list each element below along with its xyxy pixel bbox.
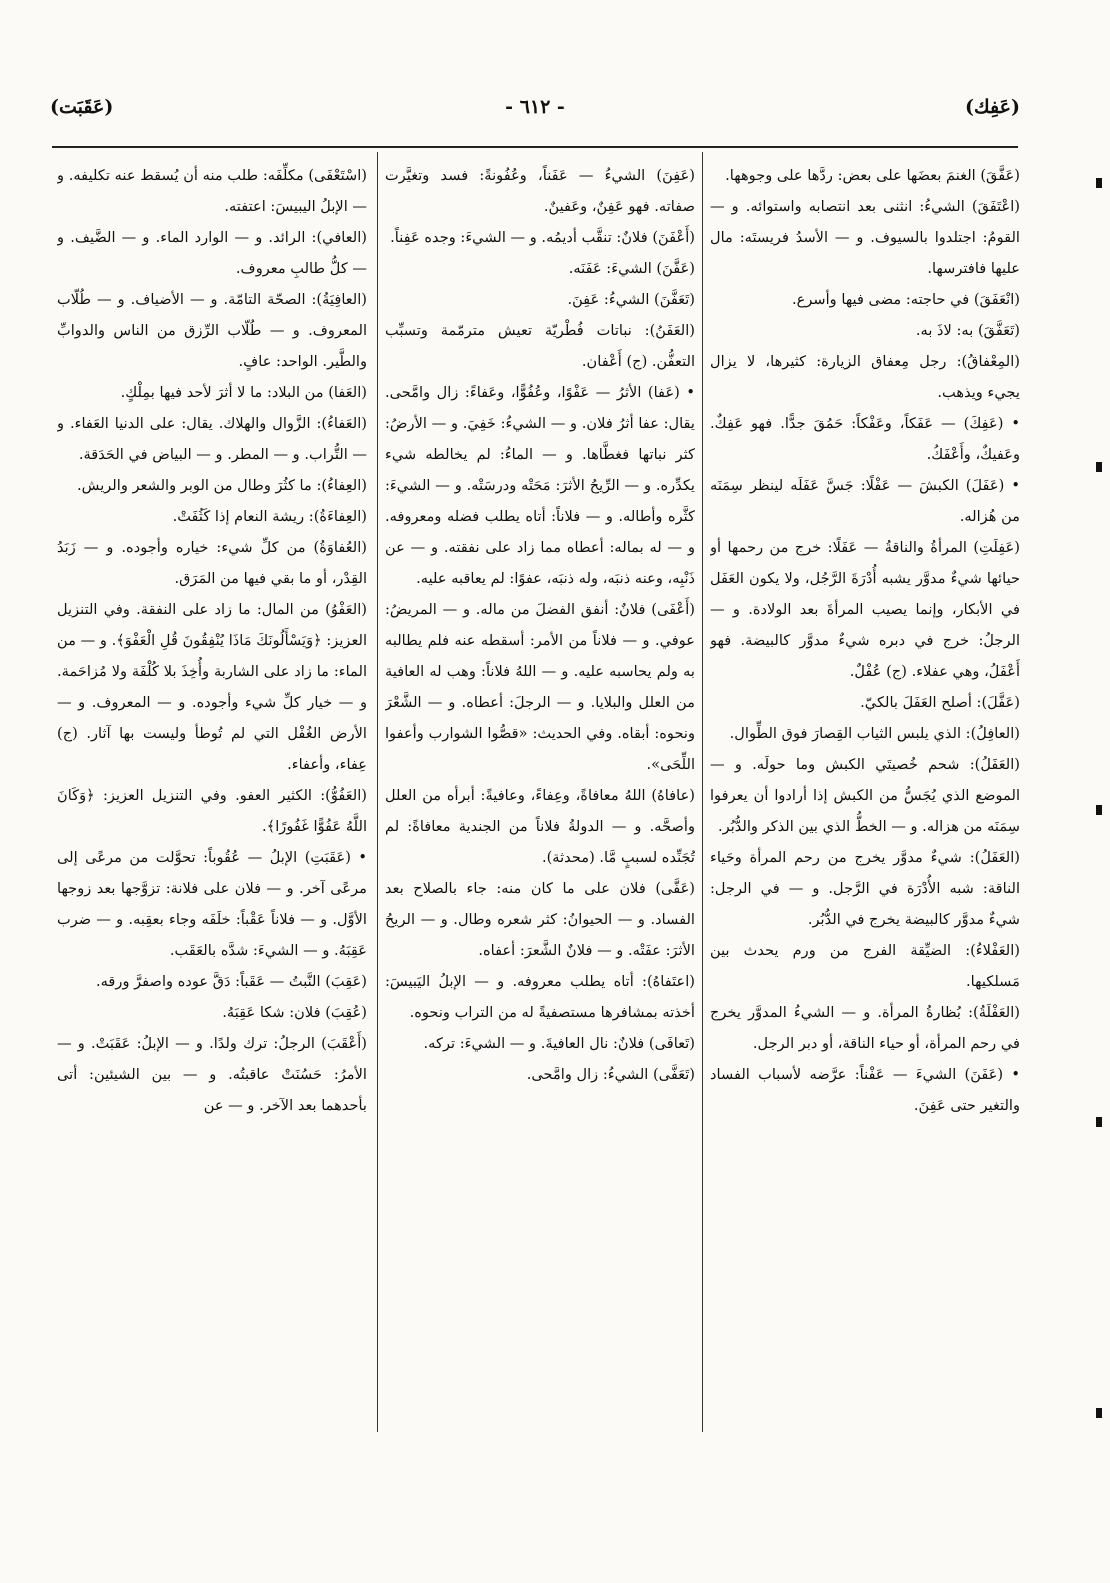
entry: • (عَفَنَ) الشيءَ — عَفْناً: عرَّضه لأسباب الفساد والتغير حتى عَفِنَ. [710,1066,1020,1114]
column-divider-right [702,152,703,1432]
entry: (العِفاءَةُ): ريشة النعام إذا كَثُفَتْ. [172,508,367,525]
entry: (اسْتَعْفَى) مكلِّفَه: طلب منه أن يُسقط عنه تكليفه. و — الإبلُ اليبيسَ: اعتفته. [57,167,367,215]
entry: (أَعْقَبَ) الرجلُ: ترك ولدًا. و — الإبلُ: عَقَبَتْ. و — الأمرُ: حَسُنَتْ عاقبتُه. و — بين الشيئين: أتى بأحدهما بعد الآخر. و — عن [57,1035,367,1114]
column-right [710,160,1020,1430]
entry: (العَفُوُّ): الكثير العفو. وفي التنزيل العزيز: ﴿وَكَانَ اللَّهُ عَفُوًّا غَفُورًا﴾. [57,787,367,835]
entry: (العافي): الرائد. و — الوارد الماء. و — الضَّيف. و — كلُّ طالبِ معروف. [57,229,367,277]
entry: (العافِيَةُ): الصحّة التامّة. و — الأضياف. و — طُلّاب المعروف. و — طُلّاب الرِّزق من الناس والدوابِّ والطَّير. الواحد: عافٍ. [57,291,367,370]
header-right-word: (عَفِك) [965,96,1020,118]
entry: (عافاهُ) اللهُ معافاةً، وعِفاءً، وعافيةً: أبرأه من العلل وأصحَّه. و — الدولةُ فلاناً من الجندية معافاةً: لم تُجَنِّده لسببٍ مَّا. (محدثة). [385,787,695,866]
scan-edge-mark [1096,1117,1102,1127]
page-number: - ٦١٢ - [505,96,565,118]
entry: • (عَقَبَتِ) الإبلُ — عُقُوباً: تحوَّلت من مرعًى إلى مرعًى آخر. و — فلان على فلانة: تزوَّجها بعد زوجها الأوَّل. و — فلاناً عَقْباً: خلَفَه وجاء بعقِبه. و — ضرب عَقِبَهُ. و — الشيءَ: شدَّه بالعَقَب. [57,849,367,959]
scan-edge-mark [1096,178,1102,188]
entry: (عَفَّى) فلان على ما كان منه: جاء بالصلاح بعد الفساد. و — الحيوانُ: كثر شعره وطال. و — الريحُ الأثرَ: عفَتْه. و — فلانٌ الشَّعرَ: أعفاه. [385,880,695,959]
entry: (اعتَفاهُ): أتاه يطلب معروفه. و — الإبلُ اليَبيسَ: أخذته بمشافرها مستصفيةً له من التراب ونحوه. [385,973,695,1021]
entry: (عَفِنَ) الشيءُ — عَفَناً، وعُفُونةً: فسد وتغيَّرت صفاته. فهو عَفِنٌ، وعَفينٌ. [385,167,695,215]
entry: (العَفْلَةُ): بُظارةُ المرأة. و — الشيءُ المدوَّر يخرج في رحم المرأة، أو حياء الناقة، أو دبر الرجل. [710,1004,1020,1052]
entry: • (عَفا) الأثرُ — عَفْوًا، وعُفُوًّا، وعَفاءً: زال وامَّحى. يقال: عفا أثرُ فلان. و — الشيءُ: خَفِيَ. و — الأرضُ: كثر نباتها فغطَّاها. و — الماءُ: لم يخالطه شيء يكدِّره. و — الرِّيحُ الأثرَ: مَحَتْه ودرسَتْه. و — الشيءَ: كثَّره وأطاله. و — فلاناً: أتاه يطلب فضله ومعروفه. و — له بماله: أعطاه مما زاد على نفقته. و — عن ذَنْبِه، وعنه ذنبَه، وله ذنبَه، عفوًا: لم يعاقبه عليه. [385,384,695,587]
entry: (العَفْوُ) من المال: ما زاد على النفقة. وفي التنزيل العزيز: ﴿وَيَسْأَلُونَكَ مَاذَا يُنْفِقُونَ قُلِ الْعَفْوَ﴾. و — من الماء: ما زاد على الشاربة وأُخِذَ بلا كُلْفَة ولا مُزاحَمة. و — خيار كلِّ شيء وأجوده. و — المعروف. و — الأرض الغُفْل التي لم تُوطأ وليست بها آثار. (ج) عِفاء، وأعفاء. [57,601,367,773]
entry: (انْعَفَقَ) في حاجته: مضى فيها وأسرع. [792,291,1020,308]
entry: (العَفَنُ): نباتات فُطْريّة تعيش مترمّمة وتسبِّب التعفُّن. (ج) أَعْفان. [385,322,695,370]
header-left-word: (عَقَبَت) [50,96,114,118]
entry: (العَفَلُ): شيءٌ مدوَّر يخرج من رحم المرأة وحَياء الناقة: شبه الأُدْرَة في الرَّجل. و — في الرجل: شيءٌ مدوَّر كالبيضة يخرج في الدُّبُر. [710,849,1020,928]
column-divider-left [377,152,378,1432]
entry: (عَفِلَتِ) المرأةُ والناقةُ — عَفَلًا: خرج من رحمها أو حيائها شيءٌ مدوَّر يشبه أُدْرَةَ الرَّجُل، ولا يكون العَفَل في الأبكار، وإنما يصيب المرأةَ بعد الولادة. و — الرجلُ: خرج في دبره شيءٌ مدوَّر كالبيضة. فهو أَعْفَلُ، وهي عفلاء. (ج) عُفْلٌ. [710,539,1020,680]
entry: (عَفَّلَ): أصلح العَفَلَ بالكيّ. [860,694,1020,711]
entry: (أَعْفَنَ) فلانٌ: تنقَّب أديمُه. و — الشيءَ: وجده عَفِناً. [390,229,695,246]
entry: (عُقِبَ) فلان: شكا عَقِبَهُ. [222,1004,367,1021]
entry: (العِفاءُ): ما كثُرَ وطال من الوبر والشعر والريش. [76,477,367,494]
entry: (عَفَّقَ) الغنمَ بعضَها على بعض: ردَّها على وجوهها. [725,167,1020,184]
entry: • (عَفِكَ) — عَفَكاً، وعَفْكاً: حَمُقَ جدًّا. فهو عَفِكٌ. وعَفيكٌ، وأَعْفَكُ. [710,415,1020,463]
entry: (عَفَّنَ) الشيءَ: عَفَنَه. [568,260,695,277]
entry: (أَعْفَى) فلانٌ: أنفق الفضلَ من ماله. و — المريضُ: عوفي. و — فلاناً من الأمر: أسقطه عنه فلم يطالبه به ولم يحاسبه عليه. و — اللهُ فلاناً: وهب له العافية من العلل والبلايا. و — الرجلَ: أعطاه. و — الشَّعْرَ ونحوه: أبقاه. وفي الحديث: «قصُّوا الشوارب وأعفوا اللِّحَى». [385,601,695,773]
entry: (تَعَفَّنَ) الشيءُ: عَفِنَ. [567,291,695,308]
entry: (تَعافَى) فلانٌ: نال العافيةَ. و — الشيءَ: تركه. [423,1035,695,1052]
column-left [57,160,367,1430]
scan-edge-mark [1096,1408,1102,1418]
entry: • (عَفَلَ) الكبشَ — عَفْلًا: جَسَّ عَفَلَه لينظر سِمَنَه من هُزاله. [710,477,1020,525]
entry: (العَفاءُ): الزَّوال والهلاك. يقال: على الدنيا العَفاء. و — التُّراب. و — المطر. و — البياض في الحَدَقة. [57,415,367,463]
entry: (تَعَفَّقَ) به: لاذَ به. [915,322,1020,339]
scan-edge-mark [1096,462,1102,472]
entry: (العَفَلُ): شحم خُصيتَي الكبش وما حولَه. و — الموضع الذي يُجَسُّ من الكبش إذا أرادوا أن يعرفوا سِمَنَه من هزاله. و — الخطُّ الذي بين الذكر والدُّبُر. [710,756,1020,835]
entry: (المِعْفاقُ): رجل مِعفاق الزيارة: كثيرها، لا يزال يجيء ويذهب. [710,353,1020,401]
entry: (تَعَفَّى) الشيءُ: زال وامَّحى. [526,1066,695,1083]
column-middle [385,160,695,1430]
entry: (عَقِبَ) النَّبتُ — عَقَباً: دَقَّ عوده واصفرَّ ورقه. [95,973,367,990]
entry: (العافِلُ): الذي يلبس الثياب القِصارَ فوق الطِّوال. [729,725,1020,742]
scan-edge-mark [1096,805,1102,815]
entry: (العُفاوَةُ) من كلِّ شيء: خياره وأجوده. و — زَبَدُ القِدْر، أو ما بقي فيها من المَرَق. [57,539,367,587]
entry: (اعْتَفَقَ) الشيءُ: انثنى بعد انتصابه واستوائه. و — القومُ: اجتلدوا بالسيوف. و — الأسدُ فريستَه: مال عليها فافترسها. [710,198,1020,277]
entry: (العَفا) من البلاد: ما لا أثرَ لأحد فيها بمِلْكٍ. [120,384,367,401]
entry: (العَفْلاءُ): الضيِّقة الفرج من ورم يحدث بين مَسلكيها. [710,942,1020,990]
header-rule [52,146,1018,148]
page-header [50,96,1020,136]
